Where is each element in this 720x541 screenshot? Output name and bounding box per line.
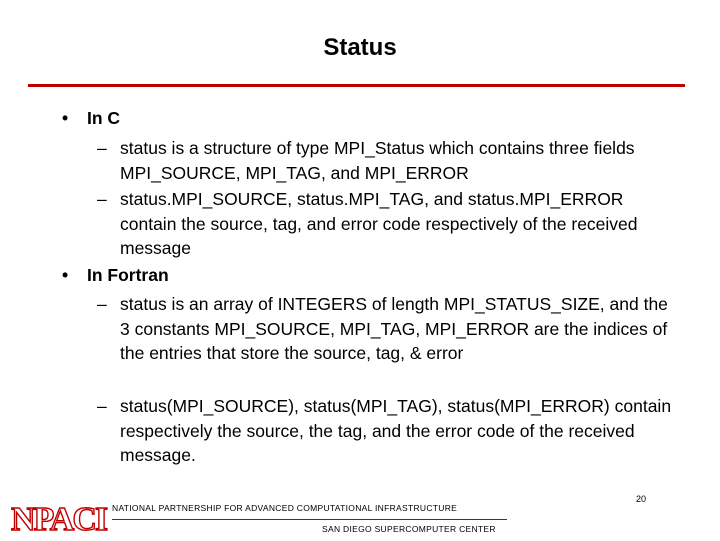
svg-text:NPACI: NPACI [11,501,107,536]
sub-item [97,292,677,366]
title-rule [28,84,685,87]
sub-item-text: status is a structure of type MPI_Status which contains three fields MPI_SOURCE, MPI_TAG, and MPI_ERROR [120,138,635,183]
bullet-dot: • [62,108,69,128]
bullet-dot: • [62,265,69,285]
dash: – [97,189,107,209]
dash: – [97,294,107,314]
sub-item-text: status is an array of INTEGERS of length MPI_STATUS_SIZE, and the 3 constants MPI_SOURCE, MPI_TAG, MPI_ERROR are the indices of the entries that store the source, tag, & error [120,294,668,363]
npaci-logo [11,500,111,541]
sub-item-text: status(MPI_SOURCE), status(MPI_TAG), status(MPI_ERROR) contain respectively the source, the tag, and the error code of the received message. [120,396,672,465]
bullet-label: In C [87,108,121,128]
sub-item [97,394,677,468]
footer-rule [112,519,507,520]
sdsc-text: SAN DIEGO SUPERCOMPUTER CENTER [322,524,496,534]
partnership-text: NATIONAL PARTNERSHIP FOR ADVANCED COMPUTATIONAL INFRASTRUCTURE [112,503,458,513]
page-number: 20 [636,494,647,504]
dash: – [97,138,107,158]
sub-item [97,187,677,261]
slide-title: Status [323,34,397,61]
sub-item-text: status.MPI_SOURCE, status.MPI_TAG, and status.MPI_ERROR contain the source, tag, and error code respectively of the received message [120,189,638,258]
dash: – [97,396,107,416]
sub-item [97,136,677,185]
bullet-label: In Fortran [87,265,169,285]
